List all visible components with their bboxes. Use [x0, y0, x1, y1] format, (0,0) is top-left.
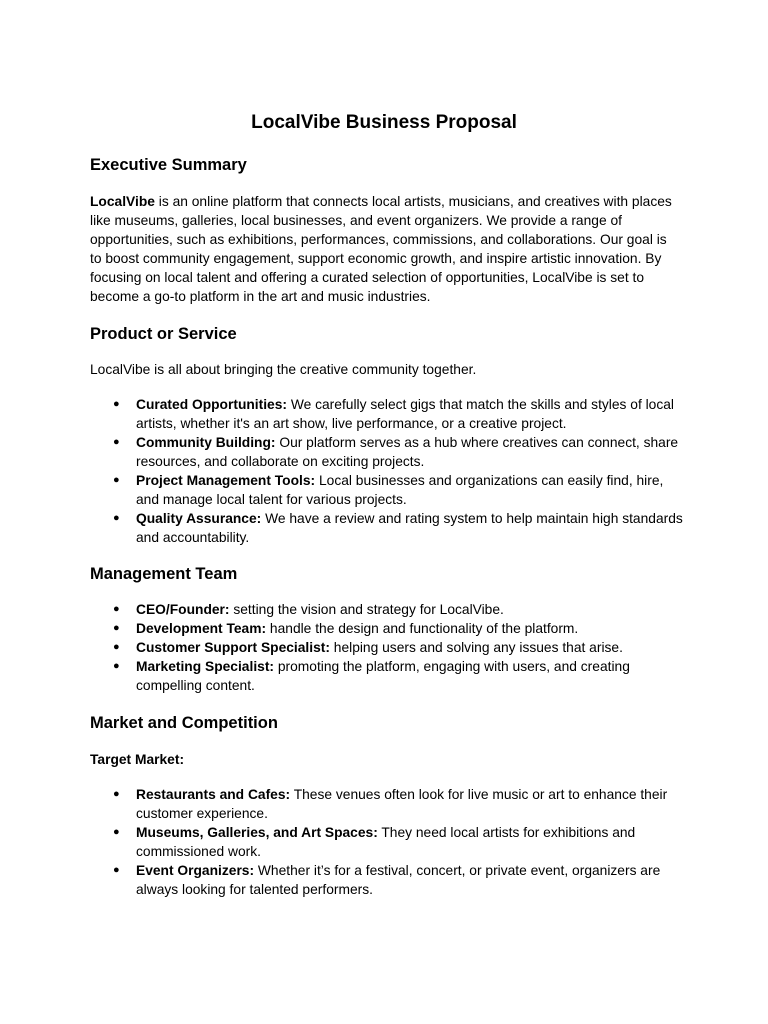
section-heading-management-team: Management Team: [90, 565, 238, 583]
list-item-text: Whether it’s for a festival, concert, or private event, organizers are always looking for talented performers.: [136, 863, 661, 897]
list-item-term: Project Management Tools:: [136, 473, 316, 488]
target-market-subheading: Target Market:: [90, 752, 185, 767]
list-item: [90, 433, 690, 471]
list-item: [90, 395, 690, 433]
bullet-icon: ●: [113, 641, 120, 653]
bullet-icon: ●: [113, 603, 120, 615]
list-item: [90, 619, 690, 638]
list-item: [90, 785, 690, 823]
list-item-term: Community Building:: [136, 435, 276, 450]
bullet-icon: ●: [113, 622, 120, 634]
list-item: [90, 823, 690, 861]
list-item-text: promoting the platform, engaging with users, and creating compelling content.: [136, 659, 630, 693]
executive-summary-text: is an online platform that connects local artists, musicians, and creatives with places like museums, galleries, local businesses, and event organizers. We provide a range of opportunities, such as exhibitions, performances, commissions, and collaborations. Our goal is to boost community engagement, support economic growth, and inspire artistic innovation. By focusing on local talent and offering a curated selection of opportunities, LocalVibe is set to become a go-to platform in the art and music industries.: [90, 194, 672, 304]
list-item-term: Museums, Galleries, and Art Spaces:: [136, 825, 378, 840]
product-intro: LocalVibe is all about bringing the creative community together.: [90, 362, 477, 377]
executive-summary-paragraph: [90, 192, 680, 306]
section-heading-executive-summary: Executive Summary: [90, 156, 247, 174]
bullet-icon: ●: [113, 512, 120, 524]
list-item-term: Customer Support Specialist:: [136, 640, 330, 655]
list-item-term: Restaurants and Cafes:: [136, 787, 291, 802]
list-item-text: These venues often look for live music or art to enhance their customer experience.: [136, 787, 668, 821]
list-item-text: They need local artists for exhibitions and commissioned work.: [136, 825, 636, 859]
market-list: [90, 785, 690, 899]
list-item-text: We carefully select gigs that match the skills and styles of local artists, whether it's an art show, live performance, or a creative project.: [136, 397, 674, 431]
list-item-term: Quality Assurance:: [136, 511, 262, 526]
list-item-text: Our platform serves as a hub where creatives can connect, share resources, and collaborate on exciting projects.: [136, 435, 679, 469]
bullet-icon: ●: [113, 436, 120, 448]
list-item: [90, 600, 690, 619]
product-list: [90, 395, 690, 547]
list-item: [90, 638, 690, 657]
list-item-text: Local businesses and organizations can easily find, hire, and manage local talent for various projects.: [136, 473, 664, 507]
list-item-text: setting the vision and strategy for LocalVibe.: [229, 602, 504, 617]
list-item-text: handle the design and functionality of the platform.: [266, 621, 579, 636]
bullet-icon: ●: [113, 474, 120, 486]
list-item: [90, 861, 690, 899]
list-item: [90, 471, 690, 509]
list-item-term: Event Organizers:: [136, 863, 255, 878]
list-item-term: Curated Opportunities:: [136, 397, 287, 412]
list-item-term: Development Team:: [136, 621, 267, 636]
list-item-text: helping users and solving any issues that arise.: [329, 640, 623, 655]
list-item-term: Marketing Specialist:: [136, 659, 275, 674]
management-list: [90, 600, 690, 695]
bullet-icon: ●: [113, 398, 120, 410]
document-title: LocalVibe Business Proposal: [251, 112, 517, 133]
list-item: [90, 509, 690, 547]
list-item: [90, 657, 690, 695]
brand-name: LocalVibe: [90, 194, 155, 209]
section-heading-market-and-competition: Market and Competition: [90, 714, 278, 732]
list-item-text: We have a review and rating system to help maintain high standards and accountability.: [136, 511, 683, 545]
bullet-icon: ●: [113, 660, 120, 672]
section-heading-product-or-service: Product or Service: [90, 325, 237, 343]
bullet-icon: ●: [113, 826, 120, 838]
list-item-term: CEO/Founder:: [136, 602, 230, 617]
bullet-icon: ●: [113, 864, 120, 876]
bullet-icon: ●: [113, 788, 120, 800]
